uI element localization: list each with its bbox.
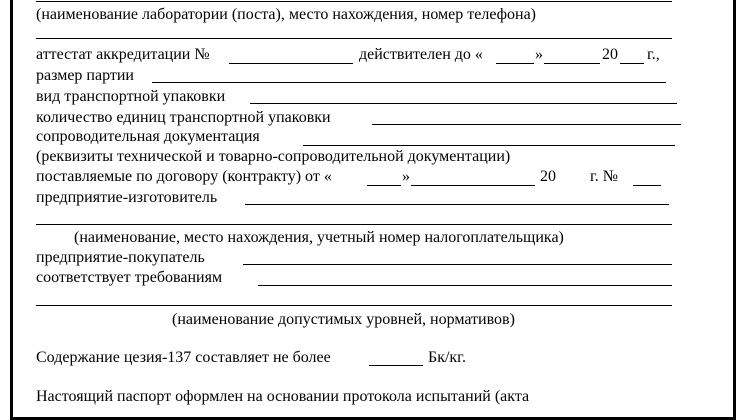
accreditation-label: аттестат аккредитации № (36, 46, 210, 63)
buyer-label: предприятие-покупатель (36, 249, 205, 266)
batch-size-field[interactable] (152, 82, 666, 83)
lab-fill-line (36, 38, 672, 39)
valid-until-year-field[interactable] (620, 63, 644, 64)
lab-caption: (наименование лаборатории (поста), место нахождения, номер телефона) (36, 6, 537, 23)
valid-until-month-field[interactable] (544, 63, 600, 64)
contract-label: поставляемые по договору (контракту) от « (36, 168, 332, 185)
cesium-value-field[interactable] (369, 365, 423, 366)
manufacturer-fill-line (36, 224, 672, 225)
packaging-type-label: вид транспортной упаковки (36, 88, 226, 105)
requirements-caption: (наименование допустимых уровней, нормативов) (172, 311, 515, 328)
batch-size-label: размер партии (36, 67, 134, 84)
manufacturer-caption: (наименование, место нахождения, учетный номер налогоплательщика) (74, 229, 564, 246)
footer-text: Настоящий паспорт оформлен на основании протокола испытаний (акта (36, 388, 530, 405)
contract-quote-close: » (402, 168, 410, 185)
top-fill-line (36, 1, 672, 2)
valid-until-year-prefix: 20 (602, 46, 618, 63)
packaging-type-field[interactable] (250, 103, 677, 104)
contract-number-label: г. № (590, 168, 619, 185)
buyer-field[interactable] (243, 264, 672, 265)
valid-until-quote-close: » (535, 46, 543, 63)
documents-label: сопроводительная документация (36, 128, 260, 145)
requirements-field[interactable] (258, 285, 672, 286)
documents-field[interactable] (303, 145, 675, 146)
cesium-text: Содержание цезия-137 составляет не более (36, 349, 331, 366)
contract-day-field[interactable] (367, 185, 401, 186)
documents-caption: (реквизиты технической и товарно-сопроводительной документации) (36, 148, 511, 165)
contract-year: 20 (540, 168, 556, 185)
packaging-count-field[interactable] (372, 124, 681, 125)
manufacturer-field[interactable] (245, 204, 669, 205)
requirements-fill-line (36, 305, 672, 306)
contract-month-field[interactable] (411, 185, 535, 186)
contract-number-field[interactable] (633, 185, 661, 186)
manufacturer-label: предприятие-изготовитель (36, 189, 218, 206)
packaging-count-label: количество единиц транспортной упаковки (36, 109, 331, 126)
valid-until-label: действителен до « (359, 46, 483, 63)
valid-until-day-field[interactable] (496, 63, 534, 64)
cesium-unit: Бк/кг. (428, 349, 466, 366)
accreditation-number-field[interactable] (229, 63, 353, 64)
valid-until-year-suffix: г., (647, 46, 660, 63)
requirements-label: соответствует требованиям (36, 269, 223, 286)
